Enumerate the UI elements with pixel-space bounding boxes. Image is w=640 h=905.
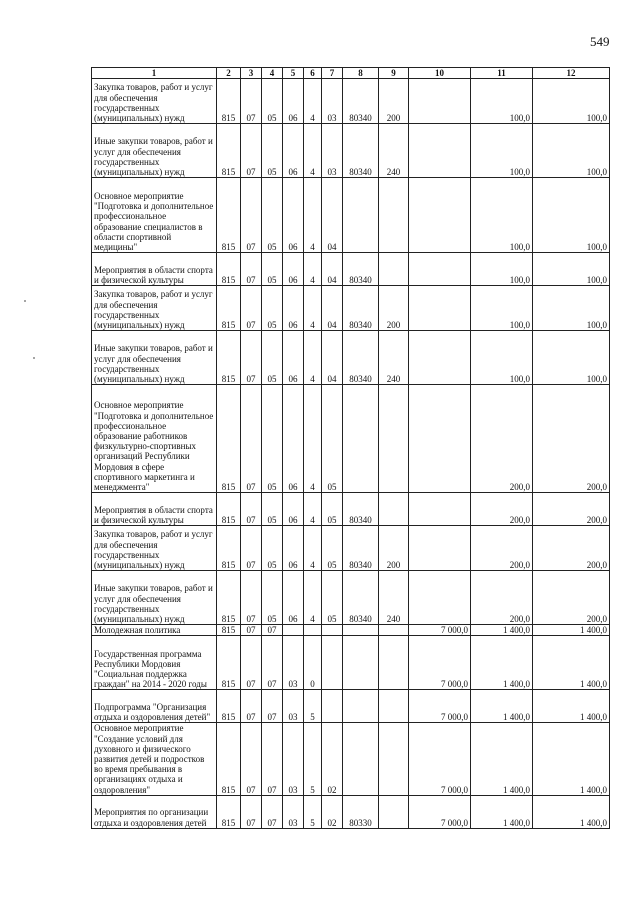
code-cell bbox=[379, 690, 409, 723]
column-header: 7 bbox=[322, 68, 343, 79]
amount-cell: 1 400,0 bbox=[471, 636, 533, 690]
code-cell: 05 bbox=[322, 526, 343, 571]
row-name: Государственная программа Республики Мордовия "Социальная поддержка граждан" на 2014 - 2020 годы bbox=[92, 636, 217, 690]
amount-cell: 100,0 bbox=[471, 331, 533, 385]
column-header: 6 bbox=[304, 68, 322, 79]
amount-cell: 1 400,0 bbox=[471, 625, 533, 636]
code-cell: 07 bbox=[241, 636, 262, 690]
row-name: Закупка товаров, работ и услуг для обеспечения государственных (муниципальных) нужд bbox=[92, 526, 217, 571]
row-name: Основное мероприятие "Создание условий для духовного и физического развития детей и подростков во время пребывания в организациях отдыха и оздоровления" bbox=[92, 723, 217, 795]
code-cell: 05 bbox=[262, 178, 283, 253]
code-cell: 05 bbox=[322, 571, 343, 625]
code-cell: 200 bbox=[379, 79, 409, 124]
code-cell: 07 bbox=[241, 253, 262, 286]
column-header: 5 bbox=[283, 68, 304, 79]
amount-cell: 200,0 bbox=[471, 385, 533, 493]
row-name: Молодежная политика bbox=[92, 625, 217, 636]
amount-cell: 100,0 bbox=[533, 178, 610, 253]
code-cell: 05 bbox=[262, 493, 283, 526]
column-header: 8 bbox=[343, 68, 379, 79]
table-row bbox=[92, 79, 610, 124]
table-row bbox=[92, 286, 610, 331]
row-name: Основное мероприятие "Подготовка и дополнительное профессиональное образование работников физкультурно-спортивных организаций Республики Мордовия в сфере спортивного маркетинга и менеджмента" bbox=[92, 385, 217, 493]
code-cell: 05 bbox=[322, 493, 343, 526]
code-cell: 06 bbox=[283, 124, 304, 178]
code-cell bbox=[343, 723, 379, 795]
code-cell: 05 bbox=[262, 286, 283, 331]
amount-cell bbox=[409, 331, 471, 385]
table-row bbox=[92, 178, 610, 253]
code-cell: 06 bbox=[283, 493, 304, 526]
code-cell bbox=[322, 690, 343, 723]
code-cell: 07 bbox=[241, 79, 262, 124]
code-cell: 04 bbox=[322, 331, 343, 385]
code-cell: 4 bbox=[304, 385, 322, 493]
code-cell: 240 bbox=[379, 124, 409, 178]
code-cell: 03 bbox=[283, 690, 304, 723]
code-cell: 815 bbox=[217, 124, 241, 178]
column-header: 12 bbox=[533, 68, 610, 79]
amount-cell: 100,0 bbox=[471, 253, 533, 286]
row-name: Мероприятия в области спорта и физической культуры bbox=[92, 253, 217, 286]
amount-cell bbox=[409, 178, 471, 253]
table-row bbox=[92, 253, 610, 286]
row-name: Закупка товаров, работ и услуг для обеспечения государственных (муниципальных) нужд bbox=[92, 79, 217, 124]
table-row bbox=[92, 526, 610, 571]
code-cell bbox=[322, 625, 343, 636]
code-cell: 815 bbox=[217, 526, 241, 571]
code-cell: 04 bbox=[322, 286, 343, 331]
code-cell: 815 bbox=[217, 625, 241, 636]
code-cell: 07 bbox=[262, 723, 283, 795]
code-cell: 07 bbox=[241, 124, 262, 178]
code-cell: 07 bbox=[262, 636, 283, 690]
table-row bbox=[92, 331, 610, 385]
column-header: 10 bbox=[409, 68, 471, 79]
amount-cell: 100,0 bbox=[471, 124, 533, 178]
amount-cell: 1 400,0 bbox=[533, 625, 610, 636]
code-cell: 815 bbox=[217, 690, 241, 723]
code-cell bbox=[379, 493, 409, 526]
code-cell: 06 bbox=[283, 178, 304, 253]
code-cell: 4 bbox=[304, 178, 322, 253]
code-cell: 07 bbox=[241, 795, 262, 828]
code-cell: 06 bbox=[283, 526, 304, 571]
table-row bbox=[92, 625, 610, 636]
amount-cell bbox=[409, 493, 471, 526]
code-cell: 80340 bbox=[343, 79, 379, 124]
amount-cell: 100,0 bbox=[533, 79, 610, 124]
code-cell: 06 bbox=[283, 253, 304, 286]
code-cell: 07 bbox=[241, 625, 262, 636]
code-cell: 5 bbox=[304, 723, 322, 795]
column-header: 3 bbox=[241, 68, 262, 79]
code-cell: 4 bbox=[304, 124, 322, 178]
code-cell: 07 bbox=[241, 690, 262, 723]
amount-cell: 7 000,0 bbox=[409, 723, 471, 795]
code-cell bbox=[379, 178, 409, 253]
code-cell bbox=[379, 636, 409, 690]
code-cell bbox=[379, 723, 409, 795]
code-cell: 05 bbox=[262, 79, 283, 124]
code-cell: 07 bbox=[241, 385, 262, 493]
code-cell: 200 bbox=[379, 286, 409, 331]
code-cell: 4 bbox=[304, 286, 322, 331]
amount-cell: 100,0 bbox=[533, 331, 610, 385]
amount-cell: 200,0 bbox=[533, 571, 610, 625]
code-cell: 815 bbox=[217, 493, 241, 526]
row-name: Мероприятия в области спорта и физической культуры bbox=[92, 493, 217, 526]
code-cell bbox=[343, 690, 379, 723]
column-header: 9 bbox=[379, 68, 409, 79]
code-cell: 815 bbox=[217, 723, 241, 795]
table-row bbox=[92, 723, 610, 795]
code-cell: 07 bbox=[241, 331, 262, 385]
amount-cell: 100,0 bbox=[471, 286, 533, 331]
code-cell: 5 bbox=[304, 690, 322, 723]
code-cell bbox=[379, 795, 409, 828]
code-cell: 5 bbox=[304, 795, 322, 828]
code-cell bbox=[304, 625, 322, 636]
code-cell bbox=[379, 625, 409, 636]
amount-cell bbox=[409, 124, 471, 178]
code-cell: 80340 bbox=[343, 124, 379, 178]
code-cell: 80340 bbox=[343, 493, 379, 526]
table-row bbox=[92, 636, 610, 690]
code-cell: 240 bbox=[379, 331, 409, 385]
amount-cell: 100,0 bbox=[533, 286, 610, 331]
code-cell bbox=[343, 385, 379, 493]
code-cell: 07 bbox=[241, 571, 262, 625]
code-cell bbox=[343, 636, 379, 690]
code-cell: 815 bbox=[217, 385, 241, 493]
code-cell: 07 bbox=[241, 178, 262, 253]
amount-cell: 1 400,0 bbox=[533, 636, 610, 690]
code-cell: 02 bbox=[322, 795, 343, 828]
code-cell: 07 bbox=[241, 286, 262, 331]
amount-cell: 7 000,0 bbox=[409, 795, 471, 828]
table-row bbox=[92, 690, 610, 723]
code-cell: 06 bbox=[283, 79, 304, 124]
amount-cell: 200,0 bbox=[471, 571, 533, 625]
amount-cell bbox=[409, 286, 471, 331]
amount-cell: 1 400,0 bbox=[533, 795, 610, 828]
code-cell: 815 bbox=[217, 331, 241, 385]
amount-cell: 100,0 bbox=[533, 124, 610, 178]
code-cell: 06 bbox=[283, 385, 304, 493]
code-cell: 06 bbox=[283, 571, 304, 625]
amount-cell: 7 000,0 bbox=[409, 625, 471, 636]
code-cell: 80340 bbox=[343, 331, 379, 385]
code-cell: 80340 bbox=[343, 253, 379, 286]
code-cell: 07 bbox=[241, 526, 262, 571]
code-cell: 80340 bbox=[343, 526, 379, 571]
code-cell: 815 bbox=[217, 795, 241, 828]
code-cell: 815 bbox=[217, 571, 241, 625]
amount-cell bbox=[409, 253, 471, 286]
code-cell: 4 bbox=[304, 331, 322, 385]
code-cell bbox=[343, 178, 379, 253]
code-cell: 04 bbox=[322, 253, 343, 286]
code-cell: 02 bbox=[322, 723, 343, 795]
code-cell: 07 bbox=[241, 723, 262, 795]
code-cell: 200 bbox=[379, 526, 409, 571]
amount-cell: 7 000,0 bbox=[409, 690, 471, 723]
code-cell: 815 bbox=[217, 79, 241, 124]
amount-cell bbox=[409, 571, 471, 625]
code-cell: 05 bbox=[262, 124, 283, 178]
code-cell: 03 bbox=[322, 124, 343, 178]
amount-cell: 100,0 bbox=[471, 178, 533, 253]
code-cell: 07 bbox=[262, 625, 283, 636]
code-cell: 07 bbox=[241, 493, 262, 526]
amount-cell: 1 400,0 bbox=[471, 690, 533, 723]
table-row bbox=[92, 124, 610, 178]
code-cell: 05 bbox=[262, 385, 283, 493]
budget-table bbox=[91, 67, 610, 829]
code-cell: 815 bbox=[217, 178, 241, 253]
code-cell: 815 bbox=[217, 636, 241, 690]
amount-cell: 100,0 bbox=[533, 253, 610, 286]
amount-cell: 200,0 bbox=[533, 493, 610, 526]
amount-cell: 200,0 bbox=[533, 385, 610, 493]
code-cell: 80340 bbox=[343, 571, 379, 625]
amount-cell: 100,0 bbox=[471, 79, 533, 124]
amount-cell: 1 400,0 bbox=[471, 795, 533, 828]
code-cell: 0 bbox=[304, 636, 322, 690]
amount-cell: 200,0 bbox=[471, 526, 533, 571]
amount-cell bbox=[409, 385, 471, 493]
header-row bbox=[92, 68, 610, 79]
code-cell: 4 bbox=[304, 493, 322, 526]
row-name: Подпрограмма "Организация отдыха и оздоровления детей" bbox=[92, 690, 217, 723]
code-cell: 05 bbox=[262, 253, 283, 286]
code-cell: 4 bbox=[304, 253, 322, 286]
scan-mark bbox=[33, 357, 35, 359]
code-cell: 03 bbox=[283, 795, 304, 828]
amount-cell bbox=[409, 526, 471, 571]
code-cell bbox=[343, 625, 379, 636]
code-cell: 4 bbox=[304, 526, 322, 571]
scan-mark bbox=[24, 300, 26, 302]
row-name: Закупка товаров, работ и услуг для обеспечения государственных (муниципальных) нужд bbox=[92, 286, 217, 331]
code-cell: 05 bbox=[262, 526, 283, 571]
column-header: 4 bbox=[262, 68, 283, 79]
code-cell: 4 bbox=[304, 79, 322, 124]
code-cell: 06 bbox=[283, 331, 304, 385]
column-header: 1 bbox=[92, 68, 217, 79]
amount-cell: 200,0 bbox=[533, 526, 610, 571]
column-header: 2 bbox=[217, 68, 241, 79]
row-name: Иные закупки товаров, работ и услуг для обеспечения государственных (муниципальных) нужд bbox=[92, 331, 217, 385]
row-name: Основное мероприятие "Подготовка и дополнительное профессиональное образование специалистов в области спортивной медицины" bbox=[92, 178, 217, 253]
code-cell: 815 bbox=[217, 253, 241, 286]
code-cell: 03 bbox=[283, 636, 304, 690]
table-row bbox=[92, 795, 610, 828]
column-header: 11 bbox=[471, 68, 533, 79]
code-cell bbox=[379, 253, 409, 286]
code-cell: 4 bbox=[304, 571, 322, 625]
code-cell: 80340 bbox=[343, 286, 379, 331]
code-cell bbox=[283, 625, 304, 636]
row-name: Иные закупки товаров, работ и услуг для обеспечения государственных (муниципальных) нужд bbox=[92, 571, 217, 625]
code-cell bbox=[322, 636, 343, 690]
code-cell: 80330 bbox=[343, 795, 379, 828]
table-row bbox=[92, 571, 610, 625]
amount-cell: 1 400,0 bbox=[533, 690, 610, 723]
code-cell: 240 bbox=[379, 571, 409, 625]
code-cell: 06 bbox=[283, 286, 304, 331]
code-cell: 07 bbox=[262, 795, 283, 828]
row-name: Мероприятия по организации отдыха и оздоровления детей bbox=[92, 795, 217, 828]
table-row bbox=[92, 493, 610, 526]
code-cell: 815 bbox=[217, 286, 241, 331]
amount-cell: 1 400,0 bbox=[533, 723, 610, 795]
amount-cell: 200,0 bbox=[471, 493, 533, 526]
page-number: 549 bbox=[590, 34, 610, 49]
code-cell: 05 bbox=[322, 385, 343, 493]
row-name: Иные закупки товаров, работ и услуг для обеспечения государственных (муниципальных) нужд bbox=[92, 124, 217, 178]
amount-cell: 1 400,0 bbox=[471, 723, 533, 795]
code-cell: 03 bbox=[322, 79, 343, 124]
code-cell bbox=[379, 385, 409, 493]
amount-cell bbox=[409, 79, 471, 124]
table-row bbox=[92, 385, 610, 493]
code-cell: 07 bbox=[262, 690, 283, 723]
amount-cell: 7 000,0 bbox=[409, 636, 471, 690]
code-cell: 05 bbox=[262, 331, 283, 385]
code-cell: 05 bbox=[262, 571, 283, 625]
code-cell: 04 bbox=[322, 178, 343, 253]
code-cell: 03 bbox=[283, 723, 304, 795]
